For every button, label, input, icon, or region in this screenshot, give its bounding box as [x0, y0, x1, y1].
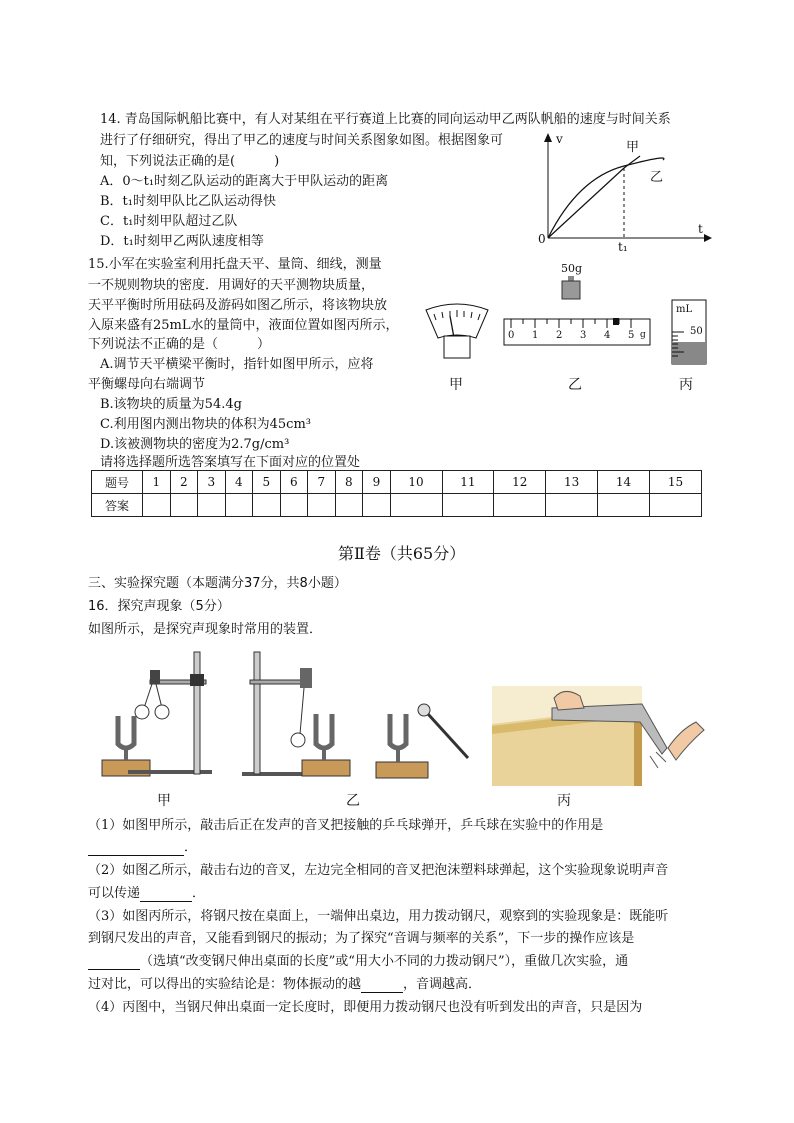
q16-label-bing: 丙 [557, 793, 571, 809]
scale-tick-0: 0 [508, 330, 515, 341]
q16-p2-line2 [88, 882, 205, 902]
q16-figure-bing [492, 686, 714, 786]
q16-blank-1[interactable] [88, 840, 184, 856]
q16-figure-jia [98, 648, 216, 780]
scale-unit: g [640, 330, 646, 340]
part2-title: 第Ⅱ卷（共65分） [338, 544, 466, 563]
q16-label-yi: 乙 [346, 793, 360, 809]
answer-cell[interactable] [363, 494, 391, 517]
q15-option-b: B.该物块的质量为54.4g [100, 397, 242, 412]
q15-rider-scale [503, 318, 651, 348]
number-cell: 7 [308, 471, 336, 494]
answer-cell[interactable] [442, 494, 494, 517]
q15-line2: 一不规则物块的密度．用调好的天平测物块质量， [88, 278, 375, 293]
answer-cell[interactable] [253, 494, 281, 517]
q14-option-c: C．t₁时刻甲队超过乙队 [100, 214, 238, 229]
q15-balance-pointer-figure [422, 300, 492, 360]
row-label-answer: 答案 [92, 494, 143, 517]
q15-weight-label: 50g [561, 262, 583, 275]
q16-p2-end: ． [192, 886, 206, 901]
q16-p3-line4 [88, 973, 481, 993]
answer-table-answer-row [92, 494, 702, 517]
number-cell: 5 [253, 471, 281, 494]
q15-option-a-1: A.调节天平横梁平衡时，指针如图甲所示，应将 [100, 357, 374, 372]
cylinder-unit: mL [676, 304, 693, 315]
graph-origin-label: 0 [538, 232, 546, 246]
answer-cell[interactable] [308, 494, 336, 517]
answer-cell[interactable] [335, 494, 363, 517]
q16-p3-line1: （3）如图丙所示，将钢尺按在桌面上，一端伸出桌边，用力拨动钢尺，观察到的实验现象是：既能听 [88, 909, 669, 924]
q14-line2: 进行了仔细研究，得出了甲乙的速度与时间关系图象如图。根据图象可 [100, 133, 504, 148]
q14-option-a: A．0～t₁时刻乙队运动的距离大于甲队运动的距离 [100, 174, 389, 189]
q16-intro: 如图所示，是探究声现象时常用的装置． [88, 622, 323, 637]
answer-cell[interactable] [598, 494, 650, 517]
graph-yi-label: 乙 [650, 170, 664, 185]
q15-fig-jia: 甲 [449, 377, 463, 393]
q16-p2-line1: （2）如图乙所示，敲击右边的音叉，左边完全相同的音叉把泡沫塑料球弹起，这个实验现象说明声音 [88, 863, 669, 878]
q15-line1: 15.小军在实验室利用托盘天平、量筒、细线，测量 [88, 257, 382, 272]
q16-figure-yi [240, 648, 355, 780]
q16-p1-line2 [88, 836, 197, 856]
graph-v-label: v [556, 132, 563, 146]
q16-p1-end: ． [184, 840, 198, 855]
q14-option-d: D．t₁时刻甲乙两队速度相等 [100, 234, 264, 249]
scale-tick-5: 5 [628, 330, 635, 341]
answer-cell[interactable] [170, 494, 198, 517]
graph-jia-label: 甲 [626, 140, 640, 155]
q16-blank-4[interactable] [361, 977, 403, 993]
answer-cell[interactable] [649, 494, 701, 517]
scale-tick-3: 3 [580, 330, 587, 341]
q16-p4-line1: （4）丙图中，当钢尺伸出桌面一定长度时，即便用力拨动钢尺也没有听到发出的声音，只是因为 [88, 1000, 643, 1015]
scale-tick-1: 1 [532, 330, 539, 341]
answer-cell[interactable] [494, 494, 546, 517]
q16-p3-end: ，音调越高． [403, 977, 482, 992]
number-cell: 9 [363, 471, 391, 494]
q15-weight-icon [560, 276, 582, 300]
number-cell: 6 [280, 471, 308, 494]
cylinder-50-mark: 50 [690, 326, 703, 337]
q14-line3: 知，下列说法正确的是( ) [100, 154, 280, 169]
graph-t-label: t [698, 222, 703, 236]
q16-blank-2[interactable] [140, 886, 192, 902]
q16-blank-3[interactable] [88, 954, 140, 970]
answer-cell[interactable] [198, 494, 226, 517]
number-cell: 4 [225, 471, 253, 494]
number-cell: 10 [390, 471, 442, 494]
answer-cell[interactable] [390, 494, 442, 517]
section3-heading: 三、实验探究题（本题满分37分，共8小题） [88, 576, 347, 591]
q15-line3: 天平平衡时所用砝码及游码如图乙所示，将该物块放 [88, 298, 388, 313]
number-cell: 12 [494, 471, 546, 494]
q15-line5: 下列说法不正确的是（ ） [88, 337, 271, 352]
q14-graph-svg [528, 128, 718, 253]
q16-p3-text: （选填“改变钢尺伸出桌面的长度”或“用大小不同的力拨动钢尺”），重做几次实验，通 [140, 954, 629, 969]
row-label-number: 题号 [92, 471, 143, 494]
graph-t1-label: t₁ [618, 240, 628, 254]
q15-option-c: C.利用图内测出物块的体积为45cm³ [100, 417, 311, 432]
scale-tick-4: 4 [604, 330, 611, 341]
number-cell: 14 [598, 471, 650, 494]
q16-figure-hammer [372, 700, 472, 780]
number-cell: 8 [335, 471, 363, 494]
answer-table [91, 470, 702, 517]
q16-p3-text2: 过对比，可以得出的实验结论是：物体振动的越 [88, 977, 362, 992]
answer-cell[interactable] [546, 494, 598, 517]
q16-label-jia: 甲 [157, 793, 171, 809]
q15-option-d: D.该被测物块的密度为2.7g/cm³ [100, 437, 290, 452]
number-cell: 13 [546, 471, 598, 494]
q16-p3-line3 [88, 950, 628, 970]
number-cell: 3 [198, 471, 226, 494]
q16-p2-text: 可以传递 [88, 886, 141, 901]
q16-p1-line1: （1）如图甲所示，敲击后正在发声的音叉把接触的乒乓球弹开，乒乓球在实验中的作用是 [88, 818, 604, 833]
answer-note: 请将选择题所选答案填写在下面对应的位置处 [100, 455, 361, 470]
q14-line1: 14. 青岛国际帆船比赛中，有人对某组在平行赛道上比赛的同向运动甲乙两队帆船的速度与时间关系 [100, 112, 671, 127]
number-cell: 1 [143, 471, 171, 494]
q15-graduated-cylinder [668, 296, 712, 368]
q15-fig-yi: 乙 [568, 377, 582, 393]
answer-table-number-row [92, 471, 702, 494]
answer-cell[interactable] [143, 494, 171, 517]
q15-fig-bing: 丙 [679, 377, 693, 393]
number-cell: 11 [442, 471, 494, 494]
q14-option-b: B．t₁时刻甲队比乙队运动得快 [100, 194, 276, 209]
q14-velocity-time-graph [528, 128, 718, 253]
answer-cell[interactable] [280, 494, 308, 517]
answer-cell[interactable] [225, 494, 253, 517]
q16-p3-line2: 到钢尺发出的声音，又能看到钢尺的振动；为了探究“音调与频率的关系”，下一步的操作应该是 [88, 931, 635, 946]
q16-title: 16．探究声现象（5分） [88, 599, 230, 614]
q15-line4: 入原来盛有25mL水的量筒中，液面位置如图丙所示， [88, 318, 399, 333]
number-cell: 2 [170, 471, 198, 494]
q15-option-a-2: 平衡螺母向右端调节 [88, 377, 206, 392]
number-cell: 15 [649, 471, 701, 494]
scale-tick-2: 2 [556, 330, 563, 341]
